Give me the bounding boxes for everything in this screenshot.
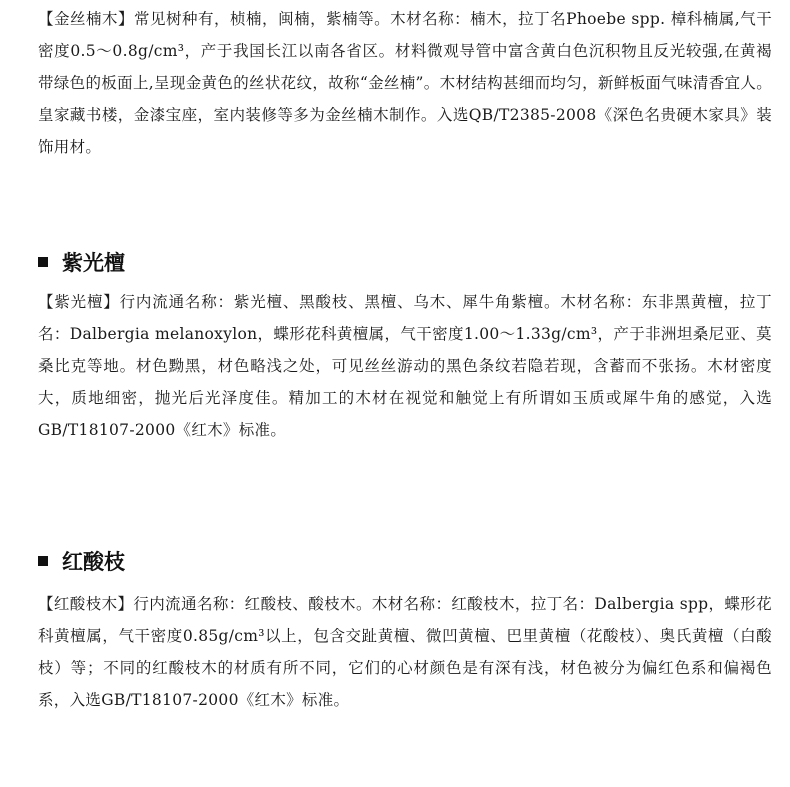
section-heading-hong-suan-zhi	[38, 545, 125, 577]
section-title: 紫光檀	[62, 250, 125, 275]
section-zi-guang-tan-paragraph: 【紫光檀】行内流通名称：紫光檀、黑酸枝、黑檀、乌木、犀牛角紫檀。木材名称：东非黑黄檀，拉丁名：Dalbergia melanoxylon，蝶形花科黄檀属，气干密度1.00～1.33g/cm³，产于非洲坦桑尼亚、莫桑比克等地。材色黝黑，材色略浅之处，可见丝丝游动的黑色条纹若隐若现，含蓄而不张扬。木材密度大，质地细密，抛光后光泽度佳。精加工的木材在视觉和触觉上有所谓如玉质或犀牛角的感觉，入选GB/T18107-2000《红木》标准。	[38, 293, 772, 439]
section-title: 红酸枝	[62, 549, 125, 574]
square-bullet-icon	[38, 556, 48, 566]
section-heading-zi-guang-tan	[38, 246, 125, 278]
section-hong-suan-zhi-paragraph: 【红酸枝木】行内流通名称：红酸枝、酸枝木。木材名称：红酸枝木，拉丁名：Dalbergia spp，蝶形花科黄檀属，气干密度0.85g/cm³以上，包含交趾黄檀、微凹黄檀、巴里黄檀（花酸枝）、奥氏黄檀（白酸枝）等；不同的红酸枝木的材质有所不同，它们的心材颜色是有深有浅，材色被分为偏红色系和偏褐色系，入选GB/T18107-2000《红木》标准。	[38, 595, 772, 709]
section-golden-nanmu-paragraph: 【金丝楠木】常见树种有，桢楠，闽楠，紫楠等。木材名称：楠木，拉丁名Phoebe spp. 樟科楠属,气干密度0.5～0.8g/cm³，产于我国长江以南各省区。材料微观导管中富含黄白色沉积物且反光较强,在黄褐带绿色的板面上,呈现金黄色的丝状花纹，故称“金丝楠”。木材结构甚细而均匀，新鲜板面气味清香宜人。皇家藏书楼，金漆宝座，室内装修等多为金丝楠木制作。入选QB/T2385-2008《深色名贵硬木家具》装饰用材。	[38, 10, 772, 156]
square-bullet-icon	[38, 257, 48, 267]
